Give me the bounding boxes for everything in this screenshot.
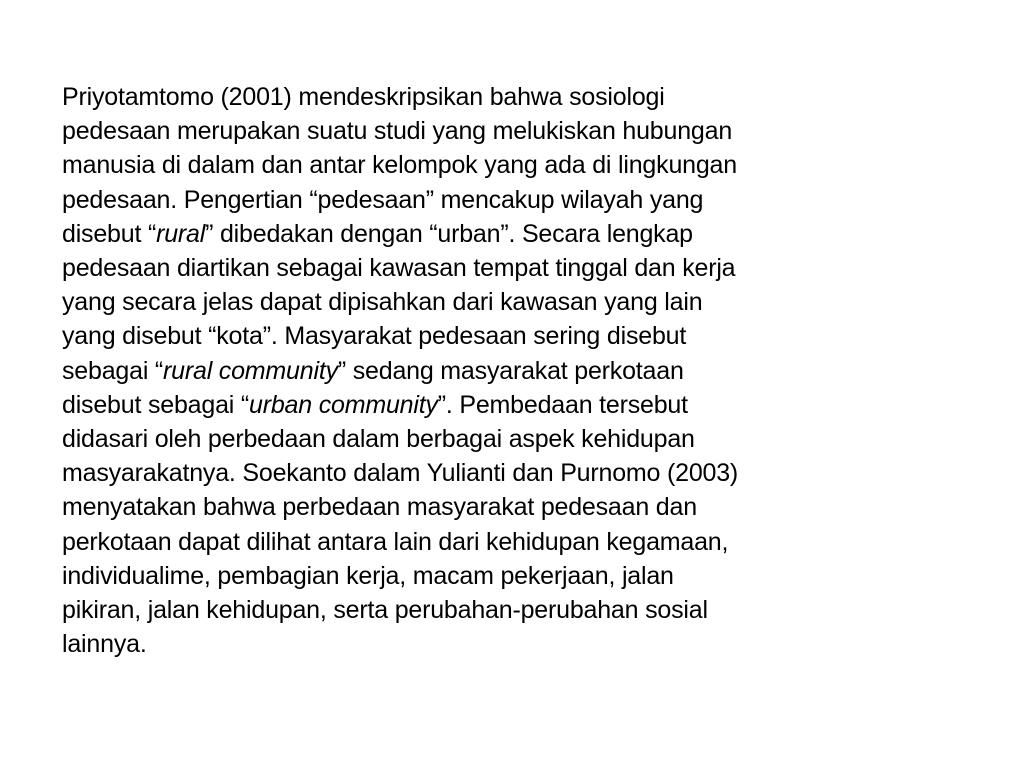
text-line <box>62 148 962 182</box>
text-line <box>62 319 962 353</box>
text-segment: disebut “ <box>62 219 157 248</box>
text-segment: ” sedang masyarakat perkotaan <box>337 356 684 385</box>
italic-term: rural community <box>163 356 338 385</box>
text-line <box>62 388 962 422</box>
text-line <box>62 490 962 524</box>
text-line <box>62 422 962 456</box>
text-segment: Priyotamtomo (2001) mendeskripsikan bahwa sosiologi <box>62 83 665 111</box>
text-line <box>62 627 962 661</box>
text-segment: ”. Pembedaan tersebut <box>437 390 688 419</box>
text-line <box>62 593 962 627</box>
text-line <box>62 559 962 593</box>
text-segment: sebagai “ <box>62 356 164 385</box>
text-segment: didasari oleh perbedaan dalam berbagai aspek kehidupan <box>62 425 695 454</box>
text-line <box>62 80 962 114</box>
text-segment: menyatakan bahwa perbedaan masyarakat pedesaan dan <box>62 493 697 522</box>
italic-term: rural <box>156 219 206 248</box>
body-paragraph <box>62 80 962 661</box>
text-line <box>62 354 962 388</box>
text-segment: individualime, pembagian kerja, macam pekerjaan, jalan <box>62 561 674 590</box>
text-line <box>62 183 962 217</box>
text-line <box>62 217 962 251</box>
text-segment: manusia di dalam dan antar kelompok yang ada di lingkungan <box>62 151 737 180</box>
text-segment: pedesaan diartikan sebagai kawasan tempat tinggal dan kerja <box>62 254 736 283</box>
text-segment: pedesaan. Pengertian “pedesaan” mencakup wilayah yang <box>62 185 704 214</box>
text-line <box>62 285 962 319</box>
text-segment: pikiran, jalan kehidupan, serta perubahan-perubahan sosial <box>62 596 708 625</box>
text-line <box>62 251 962 285</box>
text-segment: masyarakatnya. Soekanto dalam Yulianti dan Purnomo (2003) <box>62 459 739 488</box>
text-segment: perkotaan dapat dilihat antara lain dari kehidupan kegamaan, <box>62 527 729 556</box>
text-segment: disebut sebagai “ <box>62 390 250 419</box>
italic-term: urban community <box>249 390 438 419</box>
text-segment: pedesaan merupakan suatu studi yang melukiskan hubungan <box>62 117 733 146</box>
text-line <box>62 456 962 490</box>
text-segment: ” dibedakan dengan “urban”. Secara lengkap <box>205 219 693 248</box>
text-segment: lainnya. <box>62 630 147 659</box>
text-segment: yang disebut “kota”. Masyarakat pedesaan sering disebut <box>62 322 687 351</box>
text-segment: yang secara jelas dapat dipisahkan dari kawasan yang lain <box>62 288 703 317</box>
text-line <box>62 525 962 559</box>
text-line <box>62 114 962 148</box>
